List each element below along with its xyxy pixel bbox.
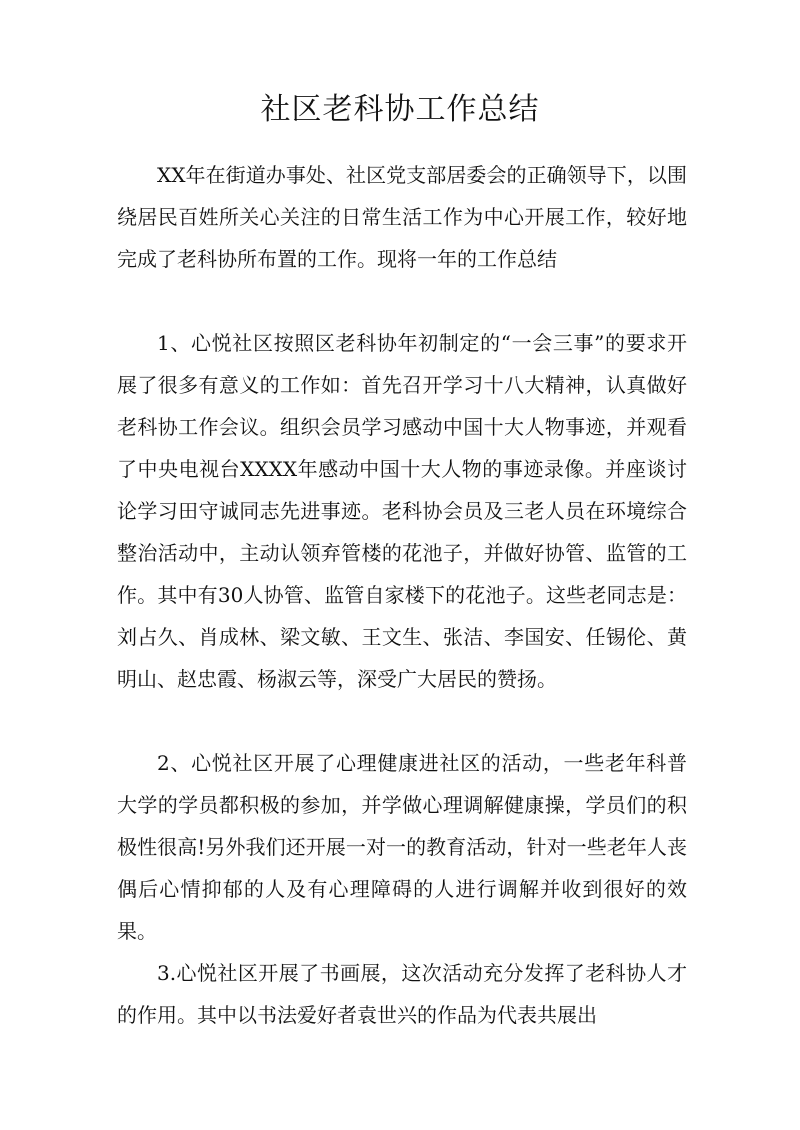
paragraph-item-3: 3.心悦社区开展了书画展，这次活动充分发挥了老科协人才的作用。其中以书法爱好者袁世兴的作品为代表共展出 <box>117 961 687 1027</box>
paragraph-item-2: 2、心悦社区开展了心理健康进社区的活动，一些老年科普大学的学员都积极的参加，并学做心理调解健康操，学员们的积极性很高!另外我们还开展一对一的教育活动，针对一些老年人丧偶后心情抑郁的人及有心理障碍的人进行调解并收到很好的效果。 <box>117 751 687 943</box>
paragraph-item-1: 1、心悦社区按照区老科协年初制定的“一会三事”的要求开展了很多有意义的工作如：首先召开学习十八大精神，认真做好老科协工作会议。组织会员学习感动中国十大人物事迹，并观看了中央电视台XXXX年感动中国十大人物的事迹录像。并座谈讨论学习田守诚同志先进事迹。老科协会员及三老人员在环境综合整治活动中，主动认领弃管楼的花池子，并做好协管、监管的工作。其中有30人协管、监管自家楼下的花池子。这些老同志是：刘占久、肖成林、梁文敏、王文生、张洁、李国安、任锡伦、黄明山、赵忠霞、杨淑云等，深受广大居民的赞扬。 <box>117 331 687 691</box>
document-title: 社区老科协工作总结 <box>260 92 540 127</box>
paragraph-intro: XX年在街道办事处、社区党支部居委会的正确领导下，以围绕居民百姓所关心关注的日常生活工作为中心开展工作，较好地完成了老科协所布置的工作。现将一年的工作总结 <box>117 163 687 271</box>
